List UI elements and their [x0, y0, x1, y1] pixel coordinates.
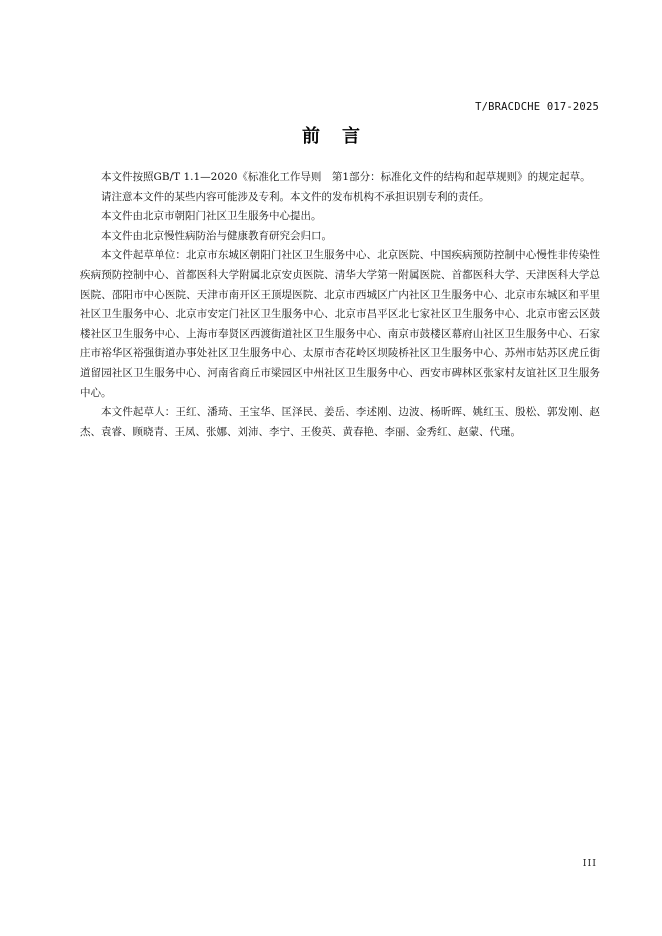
paragraph-proposer: 本文件由北京市朝阳门社区卫生服务中心提出。 — [101, 210, 322, 223]
paragraph-centralized-by: 本文件由北京慢性病防治与健康教育研究会归口。 — [101, 229, 332, 242]
standard-id: T/BRACDCHE 017-2025 — [475, 101, 599, 113]
foreword-body — [80, 168, 600, 442]
page-number: III — [582, 858, 597, 869]
page-title: 前言 — [302, 126, 382, 147]
paragraph-patent-notice: 请注意本文件的某些内容可能涉及专利。本文件的发布机构不承担识别专利的责任。 — [101, 190, 490, 203]
paragraph-drafting-rules: 本文件按照GB/T 1.1—2020《标准化工作导则 第1部分：标准化文件的结构和起草规则》的规定起草。 — [101, 171, 591, 183]
paragraph-drafters: 本文件起草人：王红、潘琦、王宝华、匡泽民、姜岳、李述刚、边波、杨昕晖、姚红玉、殷松、郭发刚、赵杰、袁睿、顾晓青、王凤、张娜、刘沛、李宁、王俊英、黄春艳、李丽、金秀红、赵蒙、代瑾。 — [80, 406, 600, 438]
paragraph-drafting-units: 本文件起草单位：北京市东城区朝阳门社区卫生服务中心、北京医院、中国疾病预防控制中心慢性非传染性疾病预防控制中心、首都医科大学附属北京安贞医院、清华大学第一附属医院、首都医科大学、天津医科大学总医院、邵阳市中心医院、天津市南开区王顶堤医院、北京市西城区广内社区卫生服务中心、北京市东城区和平里社区卫生服务中心、北京市安定门社区卫生服务中心、北京市昌平区北七家社区卫生服务中心、北京市密云区鼓楼社区卫生服务中心、上海市奉贤区西渡街道社区卫生服务中心、南京市鼓楼区幕府山社区卫生服务中心、石家庄市裕华区裕强街道办事处社区卫生服务中心、太原市杏花岭区坝陵桥社区卫生服务中心、苏州市姑苏区虎丘街道留园社区卫生服务中心、河南省商丘市梁园区中州社区卫生服务中心、西安市碑林区张家村友谊社区卫生服务中心。 — [80, 249, 600, 399]
